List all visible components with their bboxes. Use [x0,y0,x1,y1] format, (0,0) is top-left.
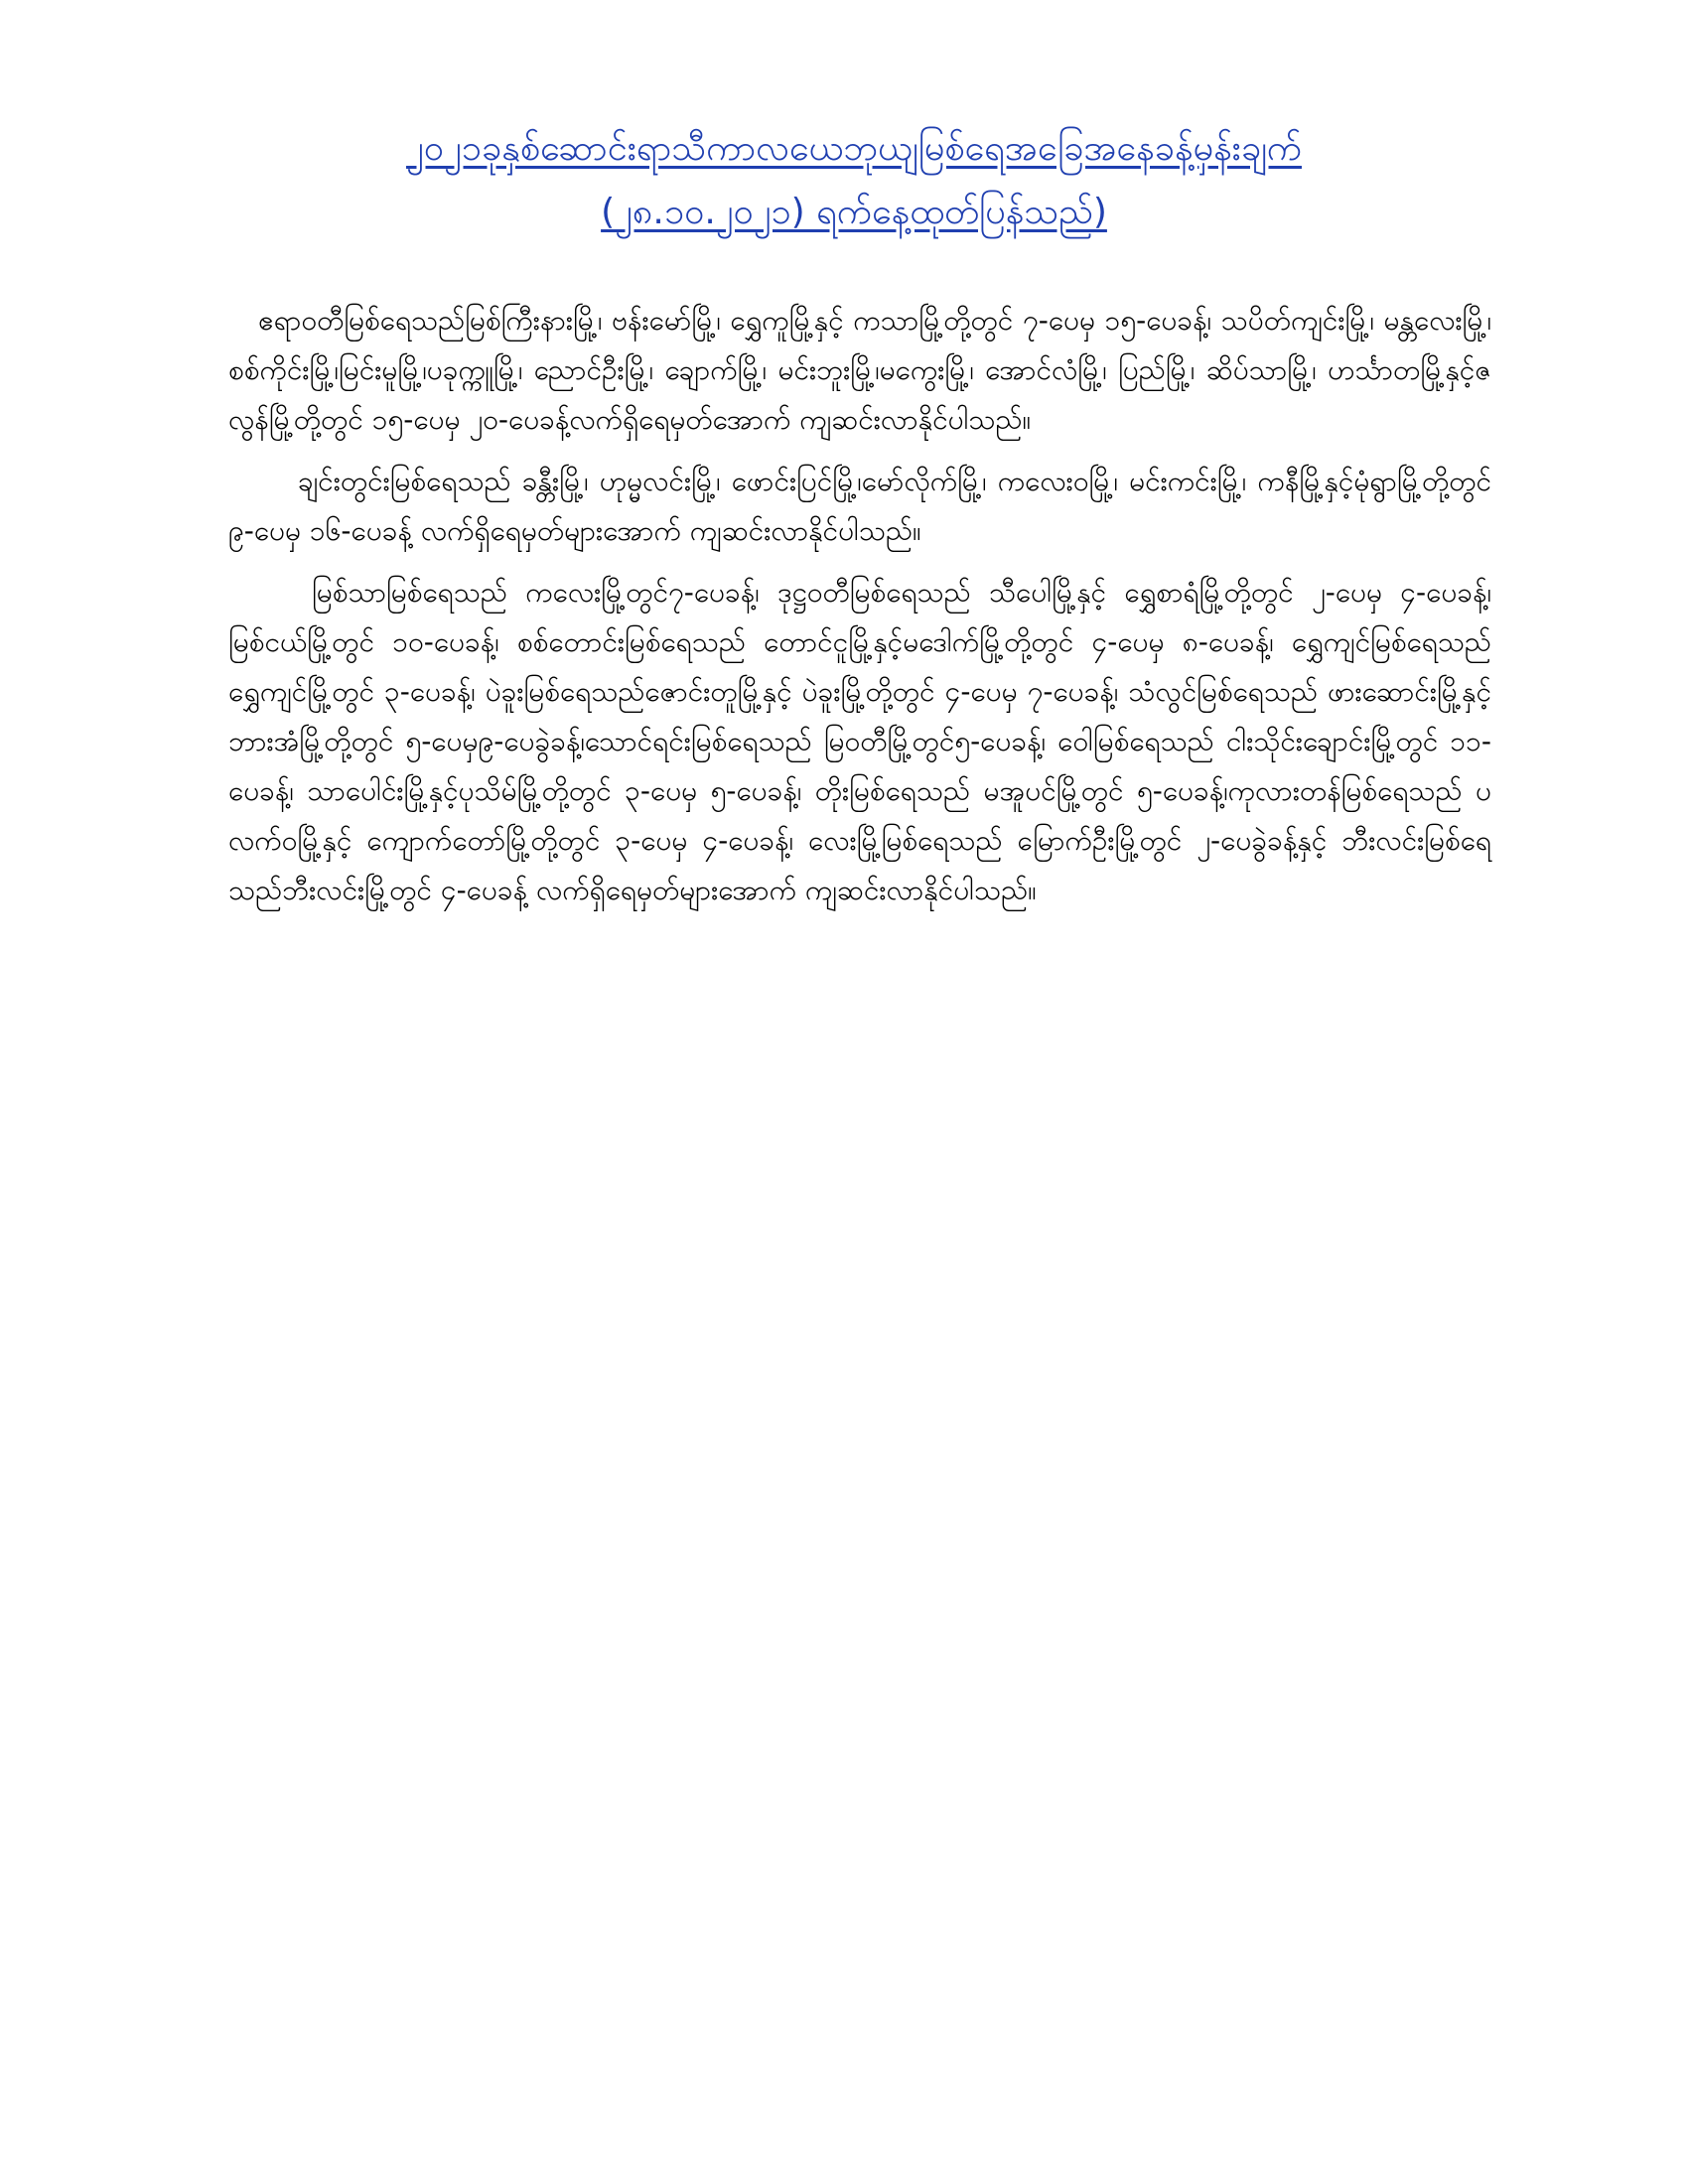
title-line-1: ၂၀၂၁ခုနှစ်ဆောင်းရာသီကာလယေဘုယျမြစ်ရေအခြေအနေခန့်မှန်းချက် [406,128,1302,169]
document-body [228,296,1491,927]
paragraph-other-rivers: မြစ်သာမြစ်ရေသည် ကလေးမြို့တွင်၇-ပေခန့်၊ ဒုဋ္ဌဝတီမြစ်ရေသည် သီပေါမြို့နှင့် ရွှေစာရံမြို့တို့တွင် ၂-ပေမှ ၄-ပေခန့်၊ မြစ်ငယ်မြို့တွင် ၁၀-ပေခန့်၊ စစ်တောင်းမြစ်ရေသည် တောင်ငူမြို့နှင့်မဒေါက်မြို့တို့တွင် ၄-ပေမှ ၈-ပေခန့်၊ ရွှေကျင်မြစ်ရေသည် ရွှေကျင်မြို့တွင် ၃-ပေခန့်၊ ပဲခူးမြစ်ရေသည်ဇောင်းတူမြို့နှင့် ပဲခူးမြို့တို့တွင် ၄-ပေမှ ၇-ပေခန့်၊ သံလွင်မြစ်ရေသည် ဖားဆောင်းမြို့နှင့် ဘားအံမြို့တို့တွင် ၅-ပေမှ၉-ပေခွဲခန့်၊သောင်ရင်းမြစ်ရေသည် မြဝတီမြို့တွင်၅-ပေခန့်၊ ဝေါမြစ်ရေသည် ငါးသိုင်းချောင်းမြို့တွင် ၁၁-ပေခန့်၊ သာပေါင်းမြို့နှင့်ပုသိမ်မြို့တို့တွင် ၃-ပေမှ ၅-ပေခန့်၊ တိုးမြစ်ရေသည် မအူပင်မြို့တွင် ၅-ပေခန့်၊ကုလားတန်မြစ်ရေသည် ပလက်ဝမြို့နှင့် ကျောက်တော်မြို့တို့တွင် ၃-ပေမှ ၄-ပေခန့်၊ လေးမြို့မြစ်ရေသည် မြောက်ဦးမြို့တွင် ၂-ပေခွဲခန့်နှင့် ဘီးလင်းမြစ်ရေသည်ဘီးလင်းမြို့တွင် ၄-ပေခန့် လက်ရှိရေမှတ်များအောက် ကျဆင်းလာနိုင်ပါသည်။ [228,576,1492,906]
paragraph-chindwin: ချင်းတွင်းမြစ်ရေသည် ခန္တီးမြို့၊ ဟုမ္မလင်းမြို့၊ ဖောင်းပြင်မြို့၊မော်လိုက်မြို့၊ ကလေးဝမြို့၊ မင်းကင်းမြို့၊ ကနီမြို့နှင့်မုံရွာမြို့တို့တွင် ၉-ပေမှ ၁၆-ပေခန့် လက်ရှိရေမှတ်များအောက် ကျဆင်းလာနိုင်ပါသည်။ [228,465,1491,547]
paragraph-irrawaddy: ဧရာဝတီမြစ်ရေသည်မြစ်ကြီးနားမြို့၊ ဗန်းမော်မြို့၊ ရွှေကူမြို့နှင့် ကသာမြို့တို့တွင် ၇-ပေမှ ၁၅-ပေခန့်၊ သပိတ်ကျင်းမြို့၊ မန္တလေးမြို့၊ စစ်ကိုင်းမြို့၊မြင်းမူမြို့၊ပခုက္ကူမြို့၊ ညောင်ဦးမြို့၊ ချောက်မြို့၊ မင်းဘူးမြို့၊မကွေးမြို့၊ အောင်လံမြို့၊ ပြည်မြို့၊ ဆိပ်သာမြို့၊ ဟင်္သာတမြို့နှင့်ဇလွန်မြို့တို့တွင် ၁၅-ပေမှ ၂၀-ပေခန့်လက်ရှိရေမှတ်အောက် ကျဆင်းလာနိုင်ပါသည်။ [228,304,1491,436]
document-title [228,117,1479,244]
title-line-2: (၂၈.၁၀.၂၀၂၁) ရက်နေ့ထုတ်ပြန်သည်) [601,192,1107,232]
